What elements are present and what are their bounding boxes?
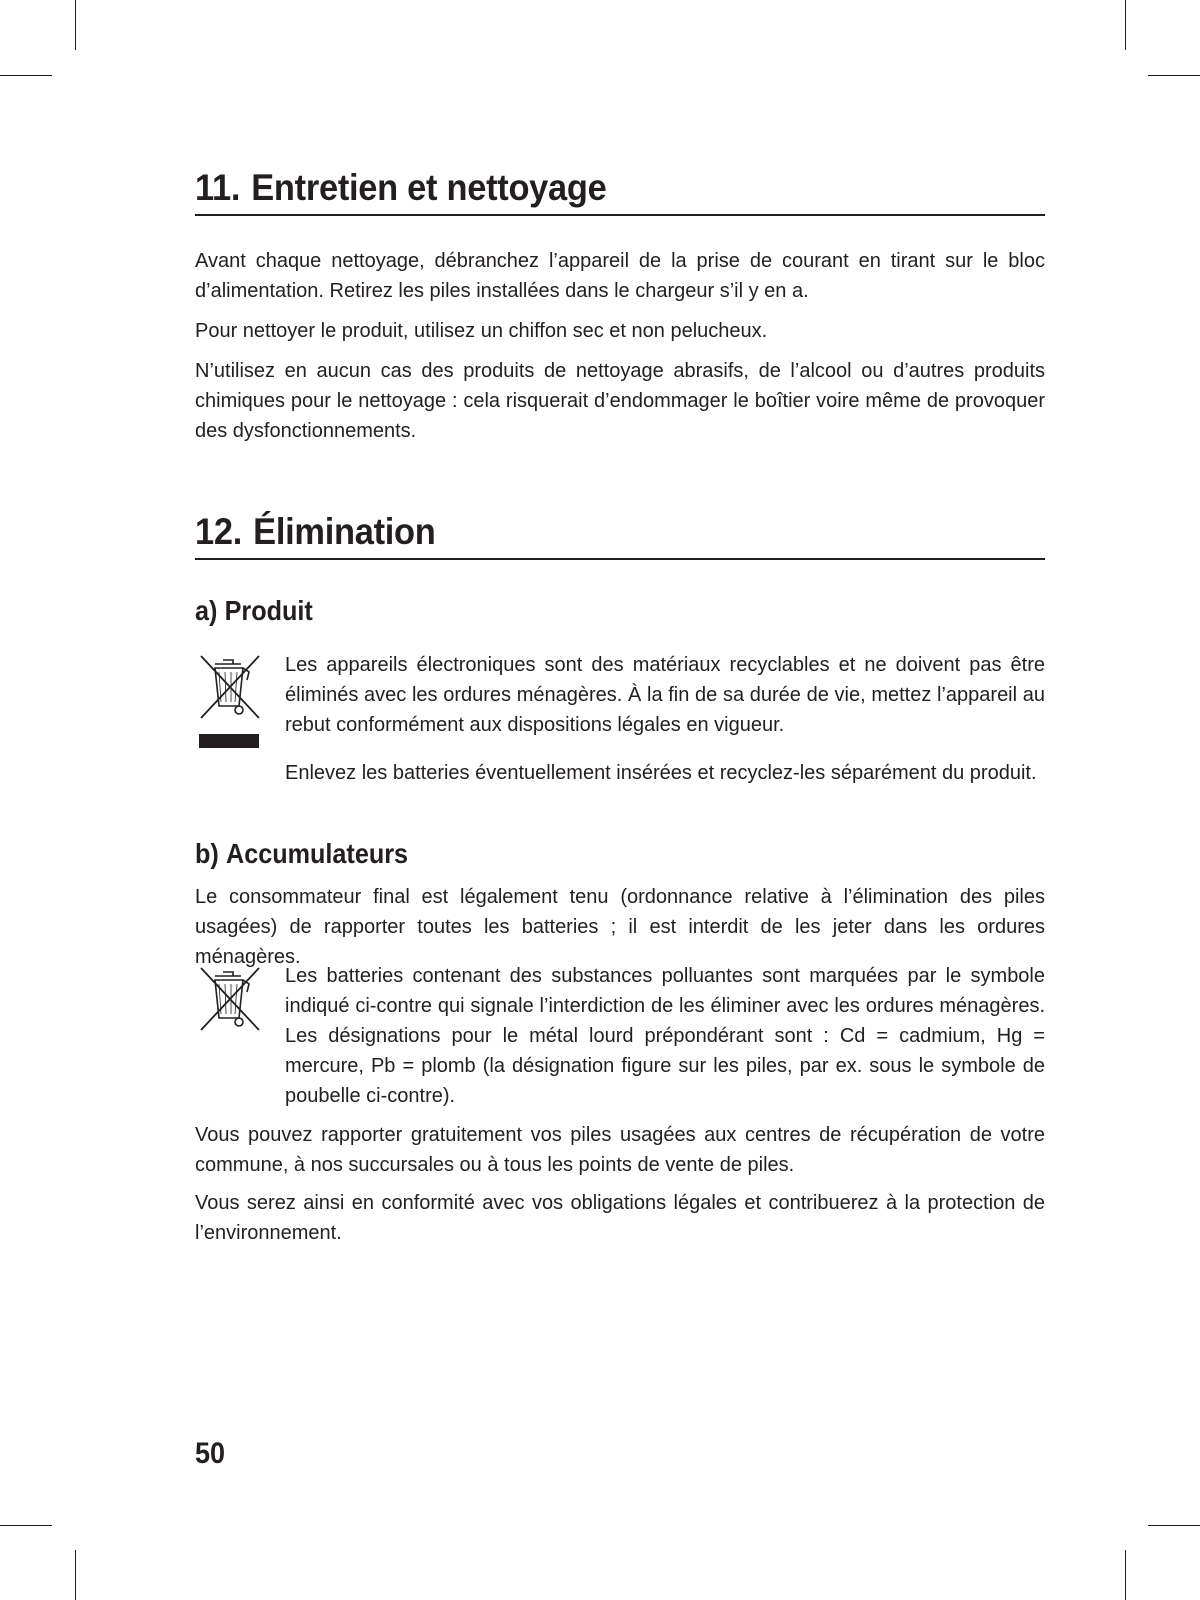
crossed-out-wheelie-bin-icon — [195, 962, 265, 1042]
crossed-out-wheelie-bin-icon — [195, 650, 265, 750]
subsection-b-paragraph-2: Vous serez ainsi en conformité avec vos obligations légales et contribuerez à la protection de l’environnement. — [195, 1192, 1045, 1244]
crop-mark-bottom-right-horizontal — [1148, 1525, 1200, 1526]
subsection-b-paragraph-1: Vous pouvez rapporter gratuitement vos piles usagées aux centres de récupération de votre commune, à nos succursales ou à tous les points de vente de piles. — [195, 1124, 1045, 1176]
subsection-a-title: Produit — [224, 595, 313, 626]
section-12-heading — [195, 510, 1045, 560]
section-11-heading — [195, 166, 1045, 216]
subsection-b-icon-paragraph: Les batteries contenant des substances polluantes sont marquées par le symbole indiqué ci-contre qui signale l’interdiction de les éliminer avec les ordures ménagères. Les désignations pour le métal lourd prépondérant sont : Cd = cadmium, Hg = mercure, Pb = plomb (la désignation figure sur les piles, par ex. sous le symbole de poubelle ci-contre). — [285, 965, 1045, 1107]
crop-mark-top-right-horizontal — [1148, 75, 1200, 76]
subsection-b-intro: Le consommateur final est légalement tenu (ordonnance relative à l’élimination des piles usagées) de rapporter toutes les batteries ; il est interdit de les jeter dans les ordures ménagères. — [195, 886, 1045, 968]
section-12-number: 12. — [195, 511, 243, 552]
crop-mark-top-left-horizontal — [0, 75, 52, 76]
subsection-a-letter: a) — [195, 595, 218, 626]
subsection-b-title: Accumulateurs — [225, 838, 409, 869]
section-11-title: Entretien et nettoyage — [251, 167, 607, 208]
subsection-a-paragraph-2: Enlevez les batteries éventuellement insérées et recyclez-les séparément du produit. — [285, 762, 1037, 784]
section-11-paragraph-3: N’utilisez en aucun cas des produits de nettoyage abrasifs, de l’alcool ou d’autres produits chimiques pour le nettoyage : cela risquerait d’endommager le boîtier voire même de provoquer des dysfonctionnements. — [195, 360, 1045, 442]
subsection-a-paragraph-1: Les appareils électroniques sont des matériaux recyclables et ne doivent pas être éliminés avec les ordures ménagères. À la fin de sa durée de vie, mettez l’appareil au rebut conformément aux dispositions légales en vigueur. — [285, 654, 1045, 736]
section-12-title: Élimination — [253, 511, 436, 552]
subsection-b-letter: b) — [195, 838, 219, 869]
page-number: 50 — [195, 1437, 226, 1470]
subsection-a-heading — [195, 594, 313, 628]
crop-mark-top-right-vertical — [1125, 0, 1126, 50]
section-11-number: 11. — [195, 167, 241, 208]
section-11-paragraph-2: Pour nettoyer le produit, utilisez un chiffon sec et non pelucheux. — [195, 320, 768, 342]
subsection-b-heading — [195, 837, 408, 871]
crop-mark-bottom-left-horizontal — [0, 1525, 52, 1526]
crop-mark-bottom-left-vertical — [75, 1550, 76, 1600]
crop-mark-top-left-vertical — [75, 0, 76, 50]
crop-mark-bottom-right-vertical — [1125, 1550, 1126, 1600]
section-11-paragraph-1: Avant chaque nettoyage, débranchez l’appareil de la prise de courant en tirant sur le bloc d’alimentation. Retirez les piles installées dans le chargeur s’il y en a. — [195, 250, 1045, 302]
